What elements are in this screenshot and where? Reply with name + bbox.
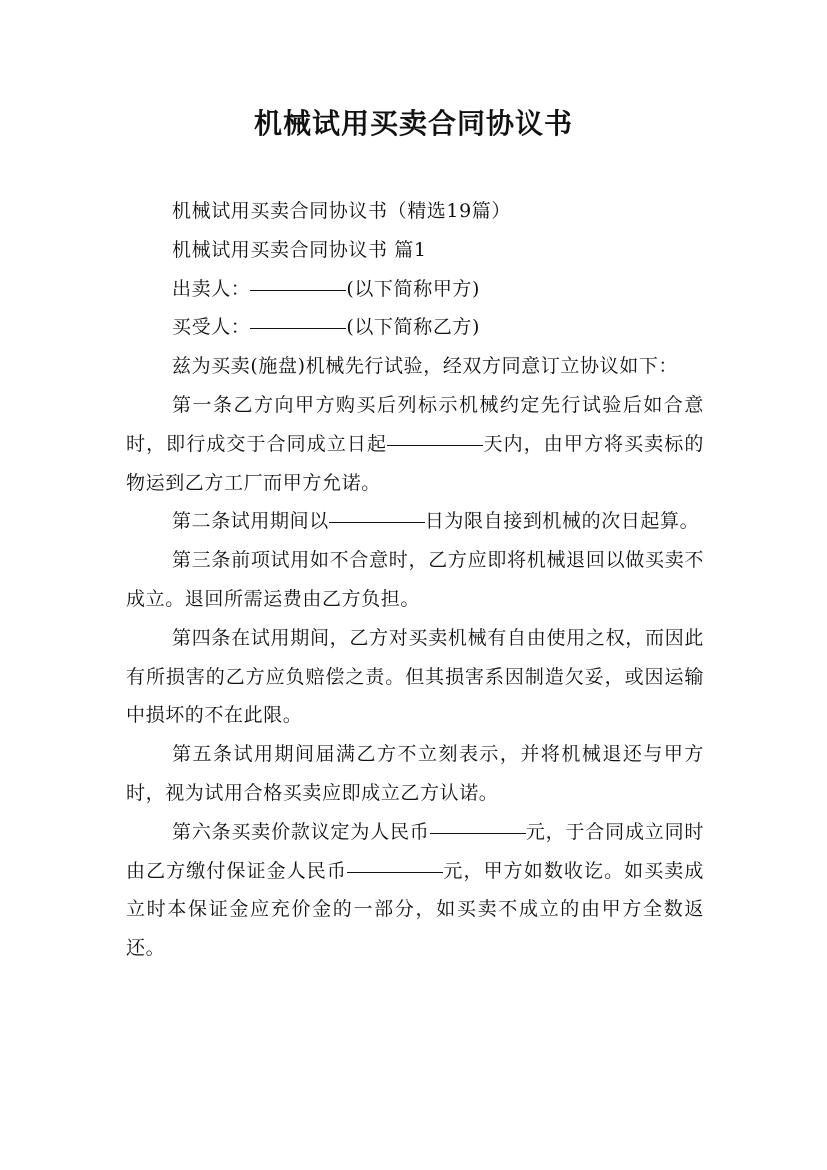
seller-blank: [250, 289, 346, 291]
document-title: 机械试用买卖合同协议书: [253, 107, 573, 140]
article-6-text-a: 第六条买卖价款议定为人民币: [172, 820, 430, 843]
seller-label: 出卖人：: [172, 277, 251, 300]
buyer-label: 买受人：: [172, 316, 251, 339]
article-1-text-a: 第一条乙方向甲方购买后列标示机械约定先行试验后如合意时，即行成交于合同成立日起: [126, 393, 704, 455]
article-2-text-a: 第二条试用期间以: [172, 510, 329, 533]
article-6-text-c: 元，甲方如数收讫。如买卖成立时本保证金应充价金的一部分，如买卖不成立的由甲方全数返还。: [126, 859, 704, 960]
article-4: 第四条在试用期间，乙方对买卖机械有自由使用之权，而因此有所损害的乙方应负赔偿之责。但其损害系因制造欠妥，或因运输中损坏的不在此限。: [126, 626, 704, 727]
article-1: [126, 386, 704, 502]
article-6-blank-1: [430, 832, 526, 834]
seller-suffix: (以下简称甲方): [346, 277, 481, 300]
article-6-blank-2: [347, 871, 443, 873]
article-6: [126, 813, 704, 968]
intro-line-2: 机械试用买卖合同协议书 篇1: [172, 238, 427, 261]
buyer-suffix: (以下简称乙方): [346, 316, 481, 339]
article-5: 第五条试用期间届满乙方不立刻表示，并将机械退还与甲方时，视为试用合格买卖应即成立乙方认诺。: [126, 743, 704, 804]
intro-line-1: 机械试用买卖合同协议书（精选19篇）: [172, 200, 511, 222]
article-2-blank: [329, 521, 425, 523]
buyer-blank: [250, 327, 346, 329]
article-1-text-b: 天内，由甲方将买卖标的物运到乙方工厂而甲方允诺。: [126, 432, 704, 494]
article-1-blank: [387, 444, 483, 446]
buyer-line: [126, 308, 704, 347]
preamble-paragraph: 兹为买卖(施盘)机械先行试验，经双方同意订立协议如下：: [172, 355, 679, 378]
document-body: [126, 192, 704, 968]
article-2-text-b: 日为限自接到机械的次日起算。: [424, 510, 700, 533]
article-3: 第三条前项试用如不合意时，乙方应即将机械退回以做买卖不成立。退回所需运费由乙方负担。: [126, 549, 704, 610]
seller-line: [126, 270, 704, 309]
article-6-text-b: 元，于合同成立同时由乙方缴付保证金人民币: [126, 820, 704, 882]
article-2: [126, 502, 704, 541]
